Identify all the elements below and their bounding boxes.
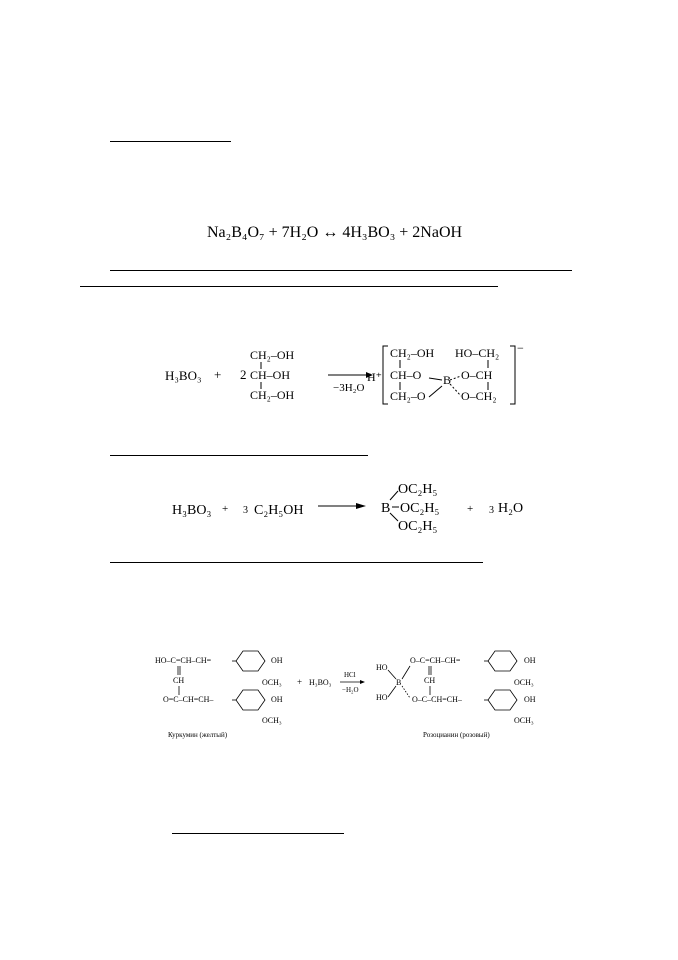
eq3-ester-3: OC₂H₅ [398, 519, 438, 534]
product-mid: CH [424, 676, 436, 685]
curcumin-oh-2: OH [271, 695, 283, 704]
product-bond-ho1 [388, 670, 396, 679]
eq3-water: H₂O [498, 501, 524, 516]
eq2-reactant: H₃BO₃ [165, 368, 202, 383]
product-ho-1: HO [376, 663, 388, 672]
eq2-condition: −3H₂O [333, 382, 365, 394]
curcumin-ring-1 [236, 651, 265, 671]
eq3-boron: B [381, 501, 391, 516]
eq3-coef2: 3 [489, 505, 494, 516]
glycerol-line-3: CH₂–OH [250, 388, 295, 402]
product-oh-2: OH [524, 695, 536, 704]
eq2-proton: H⁺ [367, 370, 382, 384]
eq4-cond-top: HCl [344, 671, 356, 679]
curcumin-och3-2: OCH₃ [262, 716, 282, 725]
complex-boron: B [443, 373, 452, 387]
eq4-plus: + [297, 677, 303, 687]
eq2-charge: − [517, 341, 524, 355]
complex-right-3: O–CH₂ [461, 389, 497, 403]
product-och3-2: OCH₃ [514, 716, 534, 725]
curcumin-och3-1: OCH₃ [262, 678, 282, 687]
curcumin-mid: CH [173, 676, 185, 685]
product-och3-1: OCH₃ [514, 678, 534, 687]
eq4-cond-bot: −H₂O [342, 686, 359, 694]
eq3-plus2: + [467, 503, 474, 515]
product-top: O–C=CH–CH= [410, 656, 461, 665]
eq3-coef1: 3 [243, 505, 248, 516]
complex-right-1: HO–CH₂ [455, 346, 500, 360]
product-boron: B [396, 678, 402, 687]
product-oh-1: OH [524, 656, 536, 665]
glycerol-line-1: CH₂–OH [250, 348, 295, 362]
label-curcumin: Куркумин (желтый) [168, 731, 228, 739]
product-bot: O–C–CH=CH– [412, 695, 462, 704]
curcumin-bot: O=C–CH=CH– [163, 695, 214, 704]
eq3-ester-2: OC₂H₅ [400, 501, 440, 516]
eq1-lhs: Na₂B₄O₇ + 7H₂O [207, 224, 319, 241]
eq3-plus1: + [222, 503, 229, 515]
curcumin-ring-2 [236, 690, 265, 710]
complex-left-2: CH–O [390, 368, 422, 382]
eq1-arrow: ↔ [322, 224, 339, 241]
eq3-ester-1: OC₂H₅ [398, 482, 438, 497]
eq2-plus: + [214, 367, 222, 382]
product-ring-2 [488, 690, 517, 710]
product-ring-1 [488, 651, 517, 671]
complex-left-1: CH₂–OH [390, 346, 435, 360]
curcumin-oh-1: OH [271, 656, 283, 665]
eq1-rhs: 4H₃BO₃ + 2NaOH [342, 224, 463, 241]
product-ho-2: HO [376, 693, 388, 702]
eq3-ethanol: C₂H₅OH [254, 503, 304, 518]
complex-right-2: O–CH [461, 368, 493, 382]
eq2-coef: 2 [240, 367, 247, 382]
complex-left-3: CH₂–O [390, 389, 426, 403]
eq4-boric: H₃BO₃ [309, 678, 332, 687]
product-bond-o2 [402, 686, 410, 698]
eq4-arrowhead [360, 680, 365, 684]
product-bond-o1 [402, 666, 410, 679]
eq3-reactant: H₃BO₃ [172, 503, 212, 518]
glycerol-line-2: CH–OH [250, 368, 291, 382]
label-rosocyanin: Розоцианин (розовый) [423, 731, 490, 739]
curcumin-top: HO–C=CH–CH= [155, 656, 212, 665]
product-bond-ho2 [388, 686, 396, 697]
